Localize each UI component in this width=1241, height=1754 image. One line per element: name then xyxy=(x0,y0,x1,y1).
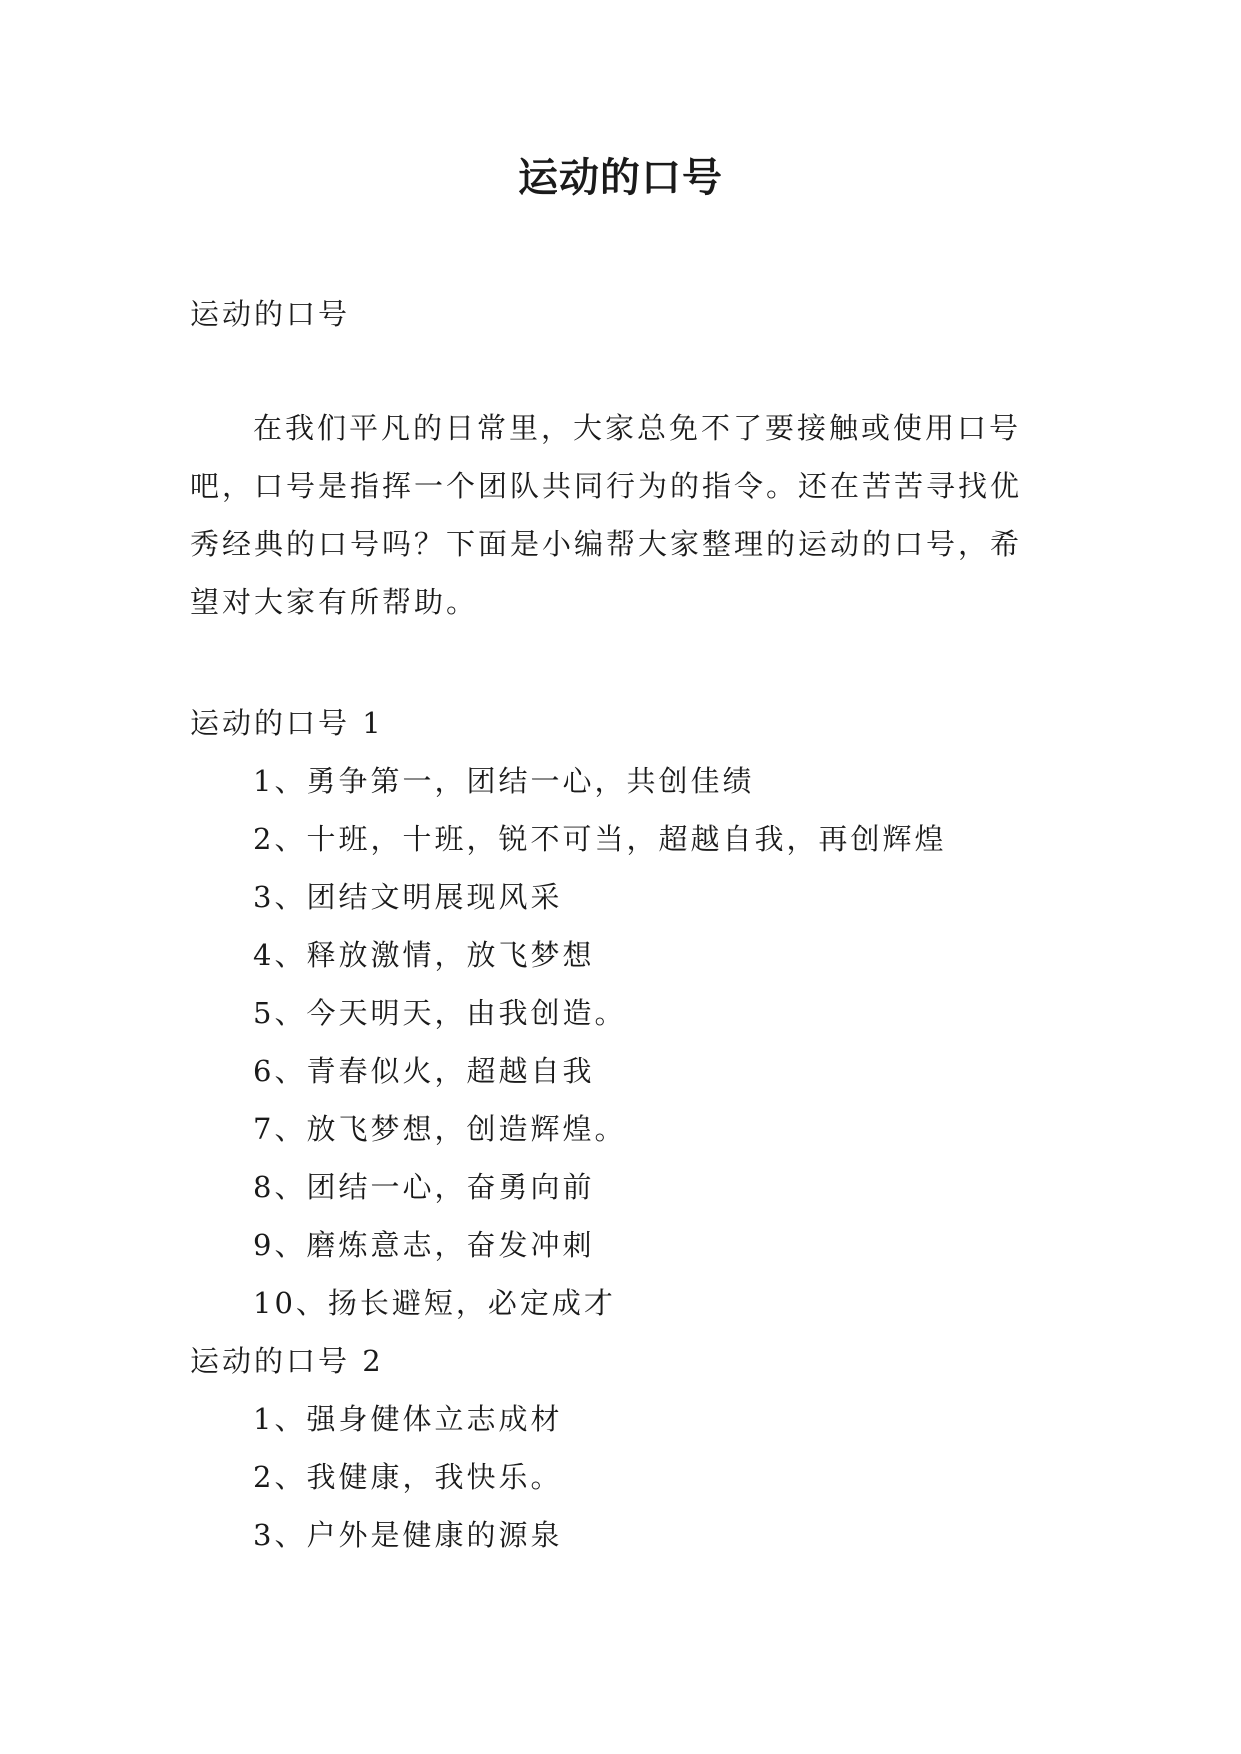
list-item: 7、放飞梦想，创造辉煌。 xyxy=(253,1112,627,1146)
intro-paragraph-line: 望对大家有所帮助。 xyxy=(190,585,479,619)
section-heading: 运动的口号 1 xyxy=(190,706,384,740)
list-item: 1、勇争第一，团结一心，共创佳绩 xyxy=(253,764,755,798)
list-item: 3、户外是健康的源泉 xyxy=(253,1518,563,1552)
intro-paragraph-line: 秀经典的口号吗？下面是小编帮大家整理的运动的口号，希 xyxy=(190,527,1023,561)
list-item: 6、青春似火，超越自我 xyxy=(253,1054,595,1088)
intro-paragraph-line: 在我们平凡的日常里，大家总免不了要接触或使用口号 xyxy=(253,411,1022,445)
list-item: 5、今天明天，由我创造。 xyxy=(253,996,627,1030)
list-item: 10、扬长避短，必定成才 xyxy=(253,1286,616,1320)
list-item: 2、我健康，我快乐。 xyxy=(253,1460,563,1494)
section-heading: 运动的口号 2 xyxy=(190,1344,384,1378)
list-item: 3、团结文明展现风采 xyxy=(253,880,563,914)
document-subtitle: 运动的口号 xyxy=(190,297,351,331)
list-item: 8、团结一心，奋勇向前 xyxy=(253,1170,595,1204)
document-title: 运动的口号 xyxy=(518,155,723,201)
list-item: 9、磨炼意志，奋发冲刺 xyxy=(253,1228,595,1262)
list-item: 1、强身健体立志成材 xyxy=(253,1402,563,1436)
intro-paragraph-line: 吧，口号是指挥一个团队共同行为的指令。还在苦苦寻找优 xyxy=(190,469,1023,503)
list-item: 2、十班，十班，锐不可当，超越自我，再创辉煌 xyxy=(253,822,947,856)
list-item: 4、释放激情，放飞梦想 xyxy=(253,938,595,972)
